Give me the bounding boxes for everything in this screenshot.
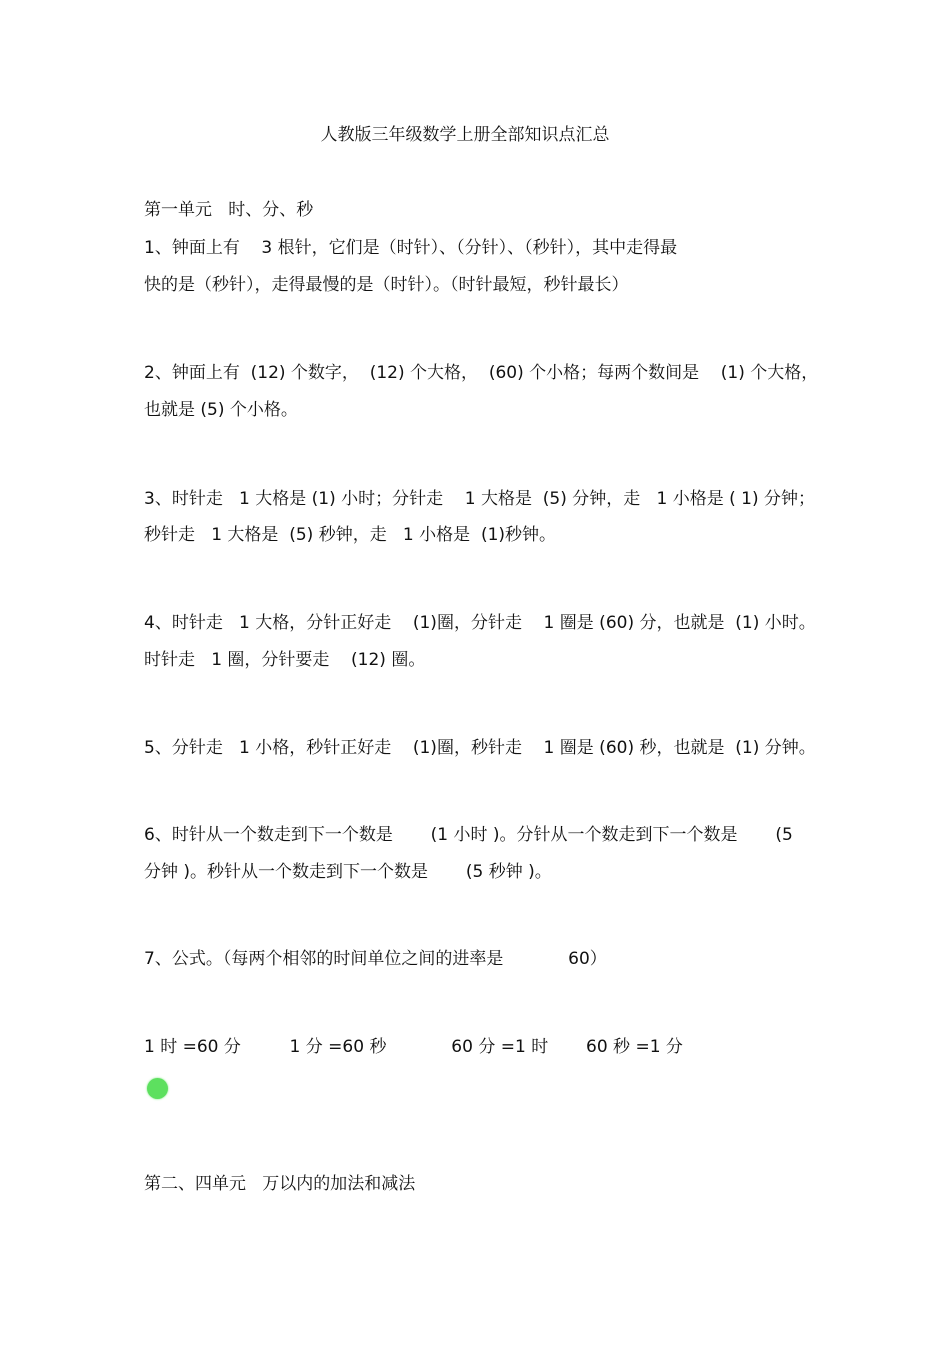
point-4-line-1: 4、时针走 1 大格，分针正好走 (1)圈，分针走 1 圈是 (60) 分，也就是 (1) 小时。 xyxy=(144,613,816,633)
unit2-heading: 第二、四单元 万以内的加法和减法 xyxy=(144,1174,416,1194)
point-4-line-2: 时针走 1 圈，分针要走 (12) 圈。 xyxy=(144,650,426,670)
point-3-line-1: 3、时针走 1 大格是 (1) 小时；分针走 1 大格是 (5) 分钟，走 1 小格是 ( 1) 分钟； xyxy=(144,489,815,509)
unit1-heading: 第一单元 时、分、秒 xyxy=(144,200,314,220)
document-title: 人教版三年级数学上册全部知识点汇总 xyxy=(320,125,610,145)
point-3-line-2: 秒针走 1 大格是 (5) 秒钟，走 1 小格是 (1)秒钟。 xyxy=(144,525,557,545)
point-5-line-1: 5、分针走 1 小格，秒针正好走 (1)圈，秒针走 1 圈是 (60) 秒，也就是 (1) 分钟。 xyxy=(144,738,816,758)
point-1-line-2: 快的是（秒针），走得最慢的是（时针）。（时针最短，秒针最长） xyxy=(144,275,629,295)
green-marker-dot xyxy=(147,1078,168,1099)
point-6-line-2: 分钟 )。秒针从一个数走到下一个数是 (5 秒钟 )。 xyxy=(144,862,552,882)
time-formulas: 1 时 =60 分 1 分 =60 秒 60 分 =1 时 60 秒 =1 分 xyxy=(144,1037,683,1057)
point-2-line-2: 也就是 (5) 个小格。 xyxy=(144,400,298,420)
point-7-line-1: 7、公式。（每两个相邻的时间单位之间的进率是 60） xyxy=(144,949,607,969)
point-6-line-1: 6、时针从一个数走到下一个数是 (1 小时 )。分针从一个数走到下一个数是 (5 xyxy=(144,825,793,845)
point-2-line-1: 2、钟面上有 (12) 个数字， (12) 个大格， (60) 个小格；每两个数间是 (1) 个大格， xyxy=(144,363,819,383)
point-1-line-1: 1、钟面上有 3 根针，它们是（时针）、（分针）、（秒针），其中走得最 xyxy=(144,238,678,258)
